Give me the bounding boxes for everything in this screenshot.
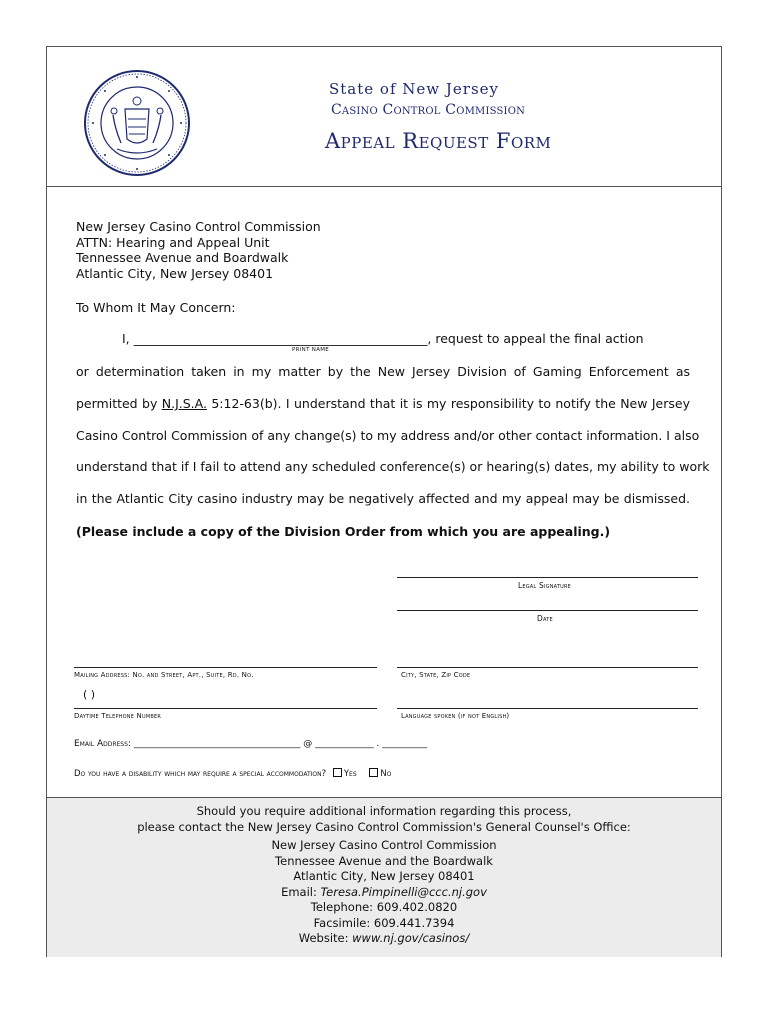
body-line: in the Atlantic City casino industry may be negatively affected and my appeal may be dismissed. — [76, 491, 690, 506]
website-label: Website: — [298, 931, 353, 945]
date-label: Date — [537, 614, 553, 623]
body-line — [76, 396, 690, 411]
date-field[interactable] — [397, 610, 698, 611]
email-dot: . — [373, 739, 383, 749]
city-state-zip-field[interactable] — [397, 667, 698, 668]
statute-reference: N.J.S.A. — [161, 396, 207, 411]
email-label: Email: — [281, 884, 321, 899]
body-line: or determination taken in my matter by the New Jersey Division of Gaming Enforcement as — [76, 364, 690, 379]
state-name: State of New Jersey — [329, 80, 499, 98]
appeal-form-page — [46, 46, 722, 957]
language-field[interactable] — [397, 708, 698, 709]
email-label: Email Address: — [74, 739, 131, 749]
website-link[interactable]: www.nj.gov/casinos/ — [352, 931, 470, 945]
city-state-zip-label: City, State, Zip Code — [401, 671, 471, 679]
yes-label: Yes — [343, 769, 357, 779]
form-header — [47, 47, 721, 187]
body-line: Casino Control Commission of any change(s) to my address and/or other contact information. I also — [76, 428, 700, 443]
footer-line: please contact the New Jersey Casino Control Commission's General Counsel's Office: — [137, 819, 631, 834]
mailing-address-field[interactable] — [74, 667, 377, 668]
footer-line: New Jersey Casino Control Commission — [271, 838, 497, 852]
mailing-address-label: Mailing Address: No. and Street, Apt., Suite, Rd. No. — [74, 671, 254, 679]
contact-email-link[interactable]: Teresa.Pimpinelli@ccc.nj.gov — [320, 884, 487, 899]
email-row — [74, 739, 427, 749]
telephone-line: Telephone: 609.402.0820 — [310, 900, 458, 914]
commission-name: Casino Control Commission — [331, 102, 526, 118]
footer-email-line — [47, 885, 721, 901]
contact-footer — [47, 797, 721, 957]
address-line: Atlantic City, New Jersey 08401 — [76, 265, 274, 281]
body-line: understand that if I fail to attend any scheduled conference(s) or hearing(s) dates, my ability to work — [76, 459, 710, 474]
yes-checkbox[interactable] — [333, 768, 342, 777]
footer-line: Tennessee Avenue and the Boardwalk — [275, 853, 493, 868]
address-line: Tennessee Avenue and Boardwalk — [76, 250, 289, 265]
recipient-address — [76, 219, 321, 281]
footer-website-line — [47, 931, 721, 947]
print-name-field[interactable]: _______________________________________________ — [133, 331, 428, 346]
address-line: ATTN: Hearing and Appeal Unit — [76, 234, 270, 250]
state-seal-icon — [83, 69, 191, 177]
daytime-phone-label: Daytime Telephone Number — [74, 712, 161, 720]
address-line: New Jersey Casino Control Commission — [76, 219, 321, 234]
legal-signature-field[interactable] — [397, 577, 698, 578]
email-user-field[interactable]: _____________________________________ — [133, 739, 301, 749]
email-at: @ — [300, 739, 316, 749]
email-domain-field[interactable]: _____________ — [315, 739, 374, 749]
no-label: No — [380, 769, 392, 779]
salutation: To Whom It May Concern: — [76, 300, 236, 315]
facsimile-line: Facsimile: 609.441.7394 — [313, 915, 455, 930]
footer-line: Should you require additional information regarding this process, — [196, 804, 572, 818]
email-tld-field[interactable]: __________ — [382, 739, 428, 749]
division-order-note: (Please include a copy of the Division Order from which you are appealing.) — [76, 524, 611, 539]
phone-area-code: ( ) — [83, 688, 96, 701]
legal-signature-label: Legal Signature — [518, 581, 572, 590]
no-checkbox[interactable] — [369, 768, 378, 777]
request-text: , request to appeal the final action — [427, 331, 644, 346]
footer-line: Atlantic City, New Jersey 08401 — [293, 869, 475, 883]
body-text: 5:12-63(b). I understand that it is my responsibility to notify the New Jersey — [206, 396, 690, 411]
body-text: permitted by — [76, 396, 162, 411]
disability-question: Do you have a disability which may require a special accommodation? — [74, 769, 327, 779]
print-name-label: PRINT NAME — [292, 347, 330, 353]
form-title: Appeal Request Form — [325, 129, 552, 153]
disability-question-row — [74, 768, 391, 779]
language-label: Language spoken (if not English) — [401, 712, 510, 720]
i-prefix: I, — [122, 331, 134, 346]
print-name-line — [122, 331, 644, 346]
daytime-phone-field[interactable] — [74, 708, 377, 709]
